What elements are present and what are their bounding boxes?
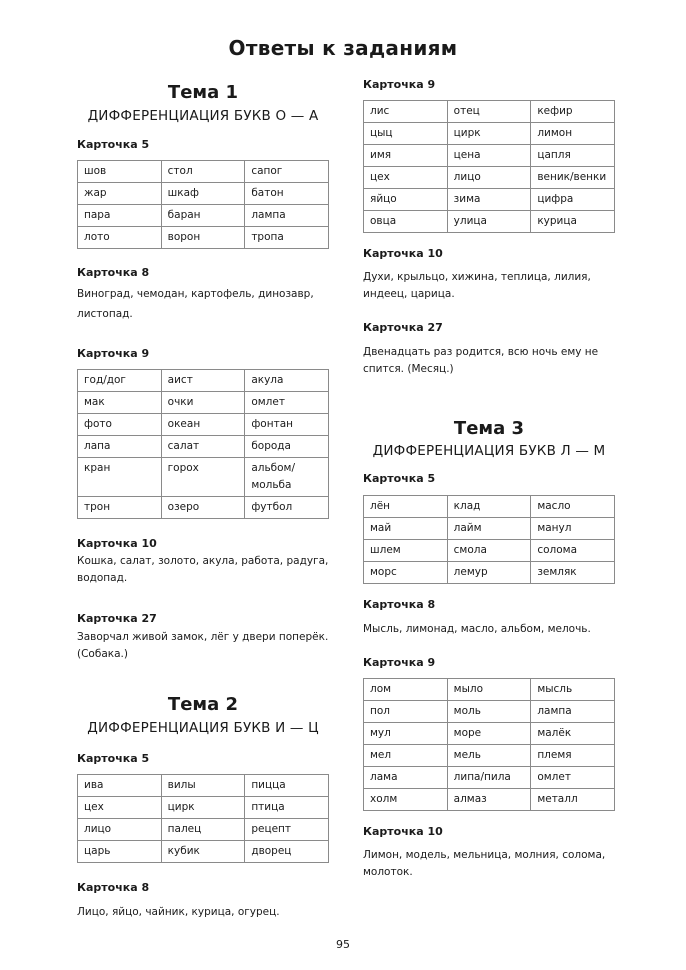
table-cell: веник/венки [531,167,615,189]
t1-card5-table [77,160,329,249]
table-cell: пол [364,701,448,723]
t2-card10-label: Карточка 10 [363,247,443,260]
table-row [364,723,615,745]
topic-1-subtitle: ДИФФЕРЕНЦИАЦИЯ БУКВ О — А [87,108,319,124]
t2-card8-label: Карточка 8 [77,881,150,894]
table-cell: манул [531,518,615,540]
topic-2-subtitle: ДИФФЕРЕНЦИАЦИЯ БУКВ И — Ц [87,720,319,736]
table-row [78,458,329,497]
table-cell: лом [364,679,448,701]
table-cell: лото [78,227,162,249]
t3-card9-label: Карточка 9 [363,656,436,669]
table-cell: лис [364,101,448,123]
table-cell: океан [161,414,245,436]
table-row [78,227,329,249]
table-cell: племя [531,745,615,767]
table-cell: море [447,723,531,745]
table-cell: лимон [531,123,615,145]
table-cell: малёк [531,723,615,745]
table-cell: липа/пила [447,767,531,789]
table-cell: озеро [161,497,245,519]
table-cell: лемур [447,562,531,584]
table-cell: акула [245,370,329,392]
table-cell: цех [78,797,162,819]
t3-card10-label: Карточка 10 [363,825,443,838]
table-cell: лампа [245,205,329,227]
t2-card9-table [363,100,615,233]
table-row [364,145,615,167]
table-cell: цирк [447,123,531,145]
table-cell: шлем [364,540,448,562]
table-row [78,370,329,392]
page-number: 95 [336,938,350,951]
table-cell: солома [531,540,615,562]
table-cell: цирк [161,797,245,819]
table-cell: альбом/ мольба [245,458,329,497]
t1-card27-text: Заворчал живой замок, лёг у двери поперёк. (Собака.) [77,631,329,660]
table-row [364,562,615,584]
table-cell: шкаф [161,183,245,205]
table-cell: омлет [531,767,615,789]
t2-card8-text: Лицо, яйцо, чайник, курица, огурец. [77,906,280,918]
table-cell: цифра [531,189,615,211]
table-cell: дворец [245,841,329,863]
table-cell: стол [161,161,245,183]
t2-card27-text: Двенадцать раз родится, всю ночь ему не спится. (Месяц.) [363,346,599,375]
table-cell: пицца [245,775,329,797]
table-cell: лицо [78,819,162,841]
table-cell: цех [364,167,448,189]
topic-2-title: Тема 2 [167,694,239,715]
table-cell: мысль [531,679,615,701]
table-row [364,540,615,562]
table-cell: лама [364,767,448,789]
table-cell: цена [447,145,531,167]
table-cell: смола [447,540,531,562]
table-cell: мыло [447,679,531,701]
table-cell: ива [78,775,162,797]
table-cell: металл [531,789,615,811]
t2-card9-label: Карточка 9 [363,78,436,91]
t1-card10-label: Карточка 10 [77,537,157,550]
page-title: Ответы к заданиям [228,36,458,60]
table-cell: курица [531,211,615,233]
table-cell: фонтан [245,414,329,436]
table-row [78,436,329,458]
table-cell: улица [447,211,531,233]
table-cell: холм [364,789,448,811]
table-cell: футбол [245,497,329,519]
table-row [364,679,615,701]
table-cell: трон [78,497,162,519]
t3-card9-table [363,678,615,811]
t1-card9-table [77,369,329,519]
table-cell: лайм [447,518,531,540]
t2-card5-table [77,774,329,863]
table-cell: май [364,518,448,540]
table-cell: жар [78,183,162,205]
table-cell: цапля [531,145,615,167]
table-row [364,189,615,211]
t3-card5-table [363,495,615,584]
table-cell: отец [447,101,531,123]
t1-card8-label: Карточка 8 [77,266,150,279]
t2-card10-text: Духи, крыльцо, хижина, теплица, лилия, индеец, царица. [363,271,591,300]
table-cell: кубик [161,841,245,863]
table-row [364,167,615,189]
table-cell: баран [161,205,245,227]
table-cell: год/дог [78,370,162,392]
table-cell: зима [447,189,531,211]
table-cell: лён [364,496,448,518]
t1-card5-label: Карточка 5 [77,138,150,151]
table-row [78,392,329,414]
table-row [78,161,329,183]
table-cell: палец [161,819,245,841]
table-cell: лицо [447,167,531,189]
topic-1-title: Тема 1 [167,82,239,103]
t2-card5-label: Карточка 5 [77,752,150,765]
table-cell: кефир [531,101,615,123]
table-cell: пара [78,205,162,227]
table-row [78,819,329,841]
table-cell: горох [161,458,245,497]
table-row [364,518,615,540]
table-cell: тропа [245,227,329,249]
table-cell: шов [78,161,162,183]
topic-3-subtitle: ДИФФЕРЕНЦИАЦИЯ БУКВ Л — М [372,443,606,459]
table-row [364,123,615,145]
table-cell: мул [364,723,448,745]
t2-card27-label: Карточка 27 [363,321,443,334]
table-cell: батон [245,183,329,205]
table-cell: сапог [245,161,329,183]
table-cell: яйцо [364,189,448,211]
table-row [78,797,329,819]
table-row [78,841,329,863]
t3-card10-text: Лимон, модель, мельница, молния, солома, молоток. [363,849,606,878]
table-row [78,414,329,436]
t3-card8-text: Мысль, лимонад, масло, альбом, мелочь. [363,623,591,635]
table-cell: моль [447,701,531,723]
table-cell: ворон [161,227,245,249]
table-cell: кран [78,458,162,497]
topic-3-title: Тема 3 [453,418,525,439]
t1-card9-label: Карточка 9 [77,347,150,360]
table-cell: фото [78,414,162,436]
table-cell: имя [364,145,448,167]
table-cell: рецепт [245,819,329,841]
table-cell: цыц [364,123,448,145]
table-cell: мел [364,745,448,767]
table-row [364,101,615,123]
table-cell: аист [161,370,245,392]
table-cell: мак [78,392,162,414]
table-row [78,497,329,519]
table-cell: овца [364,211,448,233]
table-cell: птица [245,797,329,819]
table-cell: вилы [161,775,245,797]
table-row [364,745,615,767]
table-row [78,205,329,227]
table-row [364,211,615,233]
table-cell: царь [78,841,162,863]
table-cell: лампа [531,701,615,723]
t3-card5-label: Карточка 5 [363,472,436,485]
t3-card8-label: Карточка 8 [363,598,436,611]
table-cell: омлет [245,392,329,414]
t1-card27-label: Карточка 27 [77,612,157,625]
table-cell: клад [447,496,531,518]
table-cell: масло [531,496,615,518]
table-row [364,701,615,723]
table-row [78,183,329,205]
table-row [364,789,615,811]
t1-card8-text: Виноград, чемодан, картофель, динозавр, листопад. [77,288,314,320]
table-cell: мель [447,745,531,767]
table-cell: салат [161,436,245,458]
table-cell: борода [245,436,329,458]
table-cell: земляк [531,562,615,584]
table-cell: морс [364,562,448,584]
t1-card10-text: Кошка, салат, золото, акула, работа, радуга, водопад. [77,555,329,584]
table-cell: очки [161,392,245,414]
table-row [78,775,329,797]
table-cell: лапа [78,436,162,458]
table-cell: алмаз [447,789,531,811]
table-row [364,767,615,789]
table-row [364,496,615,518]
